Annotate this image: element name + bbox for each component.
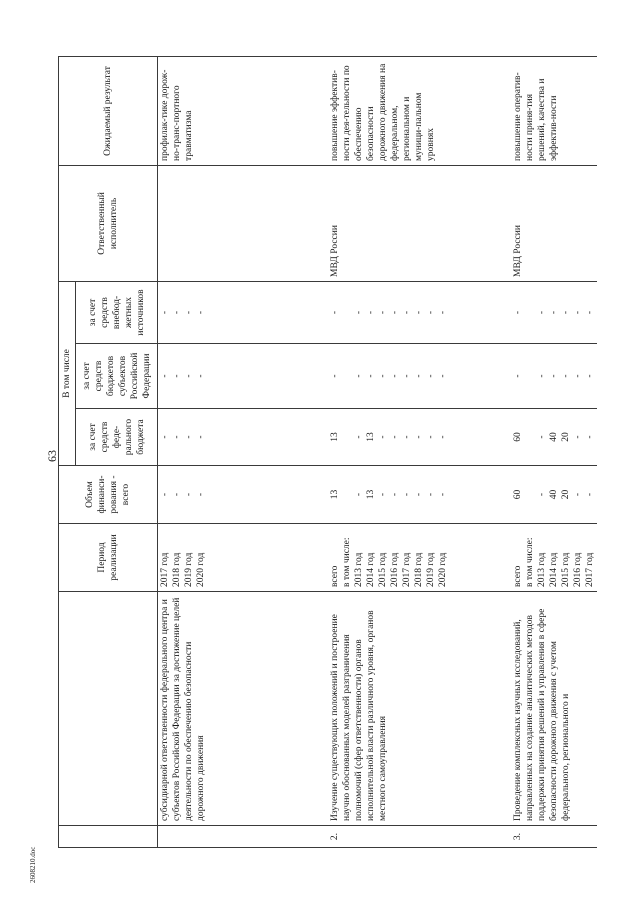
expected-result: повышение оператив-ности приня-тия решений, качества и эффектив-ности (511, 56, 597, 165)
regional-values-line: - (560, 374, 571, 378)
period-list-line: 2014 год (548, 552, 559, 587)
regional-values-line: - (425, 374, 436, 378)
regional-values-line: - (160, 374, 170, 378)
header-volume: Объем финанси-рования - всего (59, 466, 158, 524)
extra-values-line: - (377, 310, 388, 315)
extra-values-line: - (196, 310, 206, 315)
regional-values-line: - (584, 374, 595, 378)
activity-text: субсидиарной ответственности федерального центра и субъектов Российской Федерации за достижение целей деятельности по обеспечению безопасности дорожного движения (158, 592, 328, 826)
table-row (511, 56, 597, 847)
extra-values-line: - (160, 310, 170, 315)
total-values-line: 13 (365, 489, 376, 500)
extra-values-line (524, 286, 536, 339)
extra-values-line: - (548, 310, 559, 315)
period-list-line: 2016 год (572, 552, 583, 587)
federal-values (511, 409, 597, 466)
regional-values-line: - (196, 374, 206, 378)
total-values-line: 13 (329, 489, 340, 500)
federal-values-line: - (584, 435, 595, 439)
period-list (511, 524, 597, 592)
total-values-line (524, 470, 536, 519)
extra-values-line: - (584, 310, 595, 315)
expected-result: профилак-тике дорож-но-транс-портного травматизма (158, 56, 328, 165)
row-number (158, 826, 328, 848)
period-list-line: 2015 год (560, 552, 571, 587)
header-result: Ожидаемый результат (59, 56, 158, 165)
federal-values-line: 13 (365, 432, 376, 442)
federal-values-line: - (160, 435, 170, 439)
federal-values-line (524, 413, 536, 461)
period-list-line: 2014 год (365, 552, 376, 587)
extra-values-line: - (560, 310, 571, 315)
federal-values-line: 40 (548, 432, 559, 442)
total-values-line: 20 (560, 489, 571, 500)
period-list-line: 2018 год (172, 552, 182, 587)
extra-values-line: - (365, 310, 376, 315)
regional-values-line: - (401, 374, 412, 378)
extra-values-line: - (184, 310, 194, 315)
period-list-line: 2018 год (413, 552, 424, 587)
period-list-line: 2017 год (160, 552, 170, 587)
federal-values-line: - (172, 435, 182, 439)
federal-values-line: - (401, 435, 412, 439)
federal-values-line: - (353, 435, 364, 439)
regional-values-line: - (172, 374, 182, 378)
extra-values (328, 281, 511, 343)
document-id: 2608210.doc (29, 846, 37, 883)
header-federal: за счет средств феде-рального бюджета (76, 409, 158, 466)
extra-values-line: - (437, 310, 448, 315)
period-list-line: в том числе: (524, 537, 535, 587)
total-values-line: - (413, 492, 424, 497)
extra-values-line: - (572, 310, 583, 315)
header-including: В том числе (59, 281, 76, 465)
extra-values (511, 281, 597, 343)
regional-values-line: - (572, 374, 583, 378)
federal-values-line: - (437, 435, 448, 439)
total-values-line (341, 470, 353, 519)
period-list-line: в том числе: (341, 537, 352, 587)
period-list-line: всего (512, 565, 523, 587)
page-number: 63 (45, 450, 59, 462)
federal-values-line: - (196, 435, 206, 439)
period-list-line: 2015 год (377, 552, 388, 587)
header-activity (59, 592, 158, 826)
period-list (158, 524, 328, 592)
executor: МВД России (328, 165, 511, 281)
federal-values-line: - (536, 435, 547, 439)
extra-values-line: - (172, 310, 182, 315)
period-list-line: 2017 год (401, 552, 412, 587)
federal-values-line: - (389, 435, 400, 439)
extra-values-line (341, 286, 353, 339)
executor (158, 165, 328, 281)
header-executor: Ответственный исполнитель (59, 165, 158, 281)
regional-values-line: - (365, 374, 376, 378)
regional-values-line: - (512, 374, 523, 378)
extra-values-line: - (353, 310, 364, 315)
total-values-line: - (377, 492, 388, 497)
total-values-line: 60 (512, 489, 523, 500)
regional-values-line: - (389, 374, 400, 378)
regional-values-line (341, 348, 353, 404)
regional-values-line: - (353, 374, 364, 378)
period-list-line: 2019 год (425, 552, 436, 587)
header-period: Период реализации (59, 524, 158, 592)
period-list-line: 2020 год (437, 552, 448, 587)
header-regional: за счет средств бюджетов субъектов Российской Федерации (76, 344, 158, 409)
extra-values-line: - (413, 310, 424, 315)
activity-text: Изучение существующих положений и построение научно обоснованных моделей разграничения полномочий (сфер ответственности) органов исполнительной власти различного уровня, органов местного самоуправления (328, 592, 511, 826)
regional-values (158, 344, 328, 409)
federal-values-line: - (377, 435, 388, 439)
extra-values (158, 281, 328, 343)
total-values-line: - (425, 492, 436, 497)
regional-values (511, 344, 597, 409)
period-list-line: 2013 год (536, 552, 547, 587)
extra-values-line: - (425, 310, 436, 315)
total-values (158, 466, 328, 524)
regional-values-line: - (377, 374, 388, 378)
federal-values (328, 409, 511, 466)
extra-values-line: - (401, 310, 412, 315)
total-values-line: - (572, 492, 583, 497)
federal-values-line: 60 (512, 432, 523, 442)
period-list-line: всего (329, 565, 340, 587)
period-list-line: 2019 год (184, 552, 194, 587)
regional-values-line: - (184, 374, 194, 378)
total-values-line: - (584, 492, 595, 497)
total-values-line: - (196, 492, 206, 497)
total-values-line: - (184, 492, 194, 497)
regional-values-line: - (536, 374, 547, 378)
executor: МВД России (511, 165, 597, 281)
regional-values (328, 344, 511, 409)
federal-values-line (341, 413, 353, 461)
period-list-line: 2020 год (196, 552, 206, 587)
extra-values-line: - (536, 310, 547, 315)
federal-values-line: - (413, 435, 424, 439)
regional-values-line: - (437, 374, 448, 378)
federal-values (158, 409, 328, 466)
total-values (328, 466, 511, 524)
header-num (59, 826, 158, 848)
row-number: 2. (328, 826, 511, 848)
total-values-line: - (536, 492, 547, 497)
period-list-line: 2016 год (389, 552, 400, 587)
total-values-line: 40 (548, 489, 559, 500)
federal-values-line: - (572, 435, 583, 439)
regional-values-line: - (548, 374, 559, 378)
total-values-line: - (353, 492, 364, 497)
program-table (58, 56, 597, 848)
row-number: 3. (511, 826, 597, 848)
regional-values-line: - (413, 374, 424, 378)
extra-values-line: - (329, 310, 340, 315)
table-row (158, 56, 328, 847)
rotated-table-container (58, 57, 595, 848)
federal-values-line: - (184, 435, 194, 439)
activity-text: Проведение комплексных научных исследований, направленных на создание аналитических методов поддержки принятия решений и управления в сфере безопасности дорожного движения с учетом федерального, регионального и (511, 592, 597, 826)
total-values (511, 466, 597, 524)
total-values-line: - (172, 492, 182, 497)
extra-values-line: - (512, 310, 523, 315)
expected-result: повышение эффектив-ности дея-тельности по обеспечению безопасности дорожного движения на федеральном, региональном и муници-пальном уровнях (328, 56, 511, 165)
regional-values-line (524, 348, 536, 404)
federal-values-line: - (425, 435, 436, 439)
total-values-line: - (160, 492, 170, 497)
period-list-line: 2013 год (353, 552, 364, 587)
federal-values-line: 20 (560, 432, 571, 442)
total-values-line: - (401, 492, 412, 497)
total-values-line: - (389, 492, 400, 497)
regional-values-line: - (329, 374, 340, 378)
table-row (328, 56, 511, 847)
period-list (328, 524, 511, 592)
extra-values-line: - (389, 310, 400, 315)
header-extra: за счет средств внебюд-жетных источников (76, 281, 158, 343)
federal-values-line: 13 (329, 432, 340, 442)
period-list-line: 2017 год (584, 552, 595, 587)
total-values-line: - (437, 492, 448, 497)
